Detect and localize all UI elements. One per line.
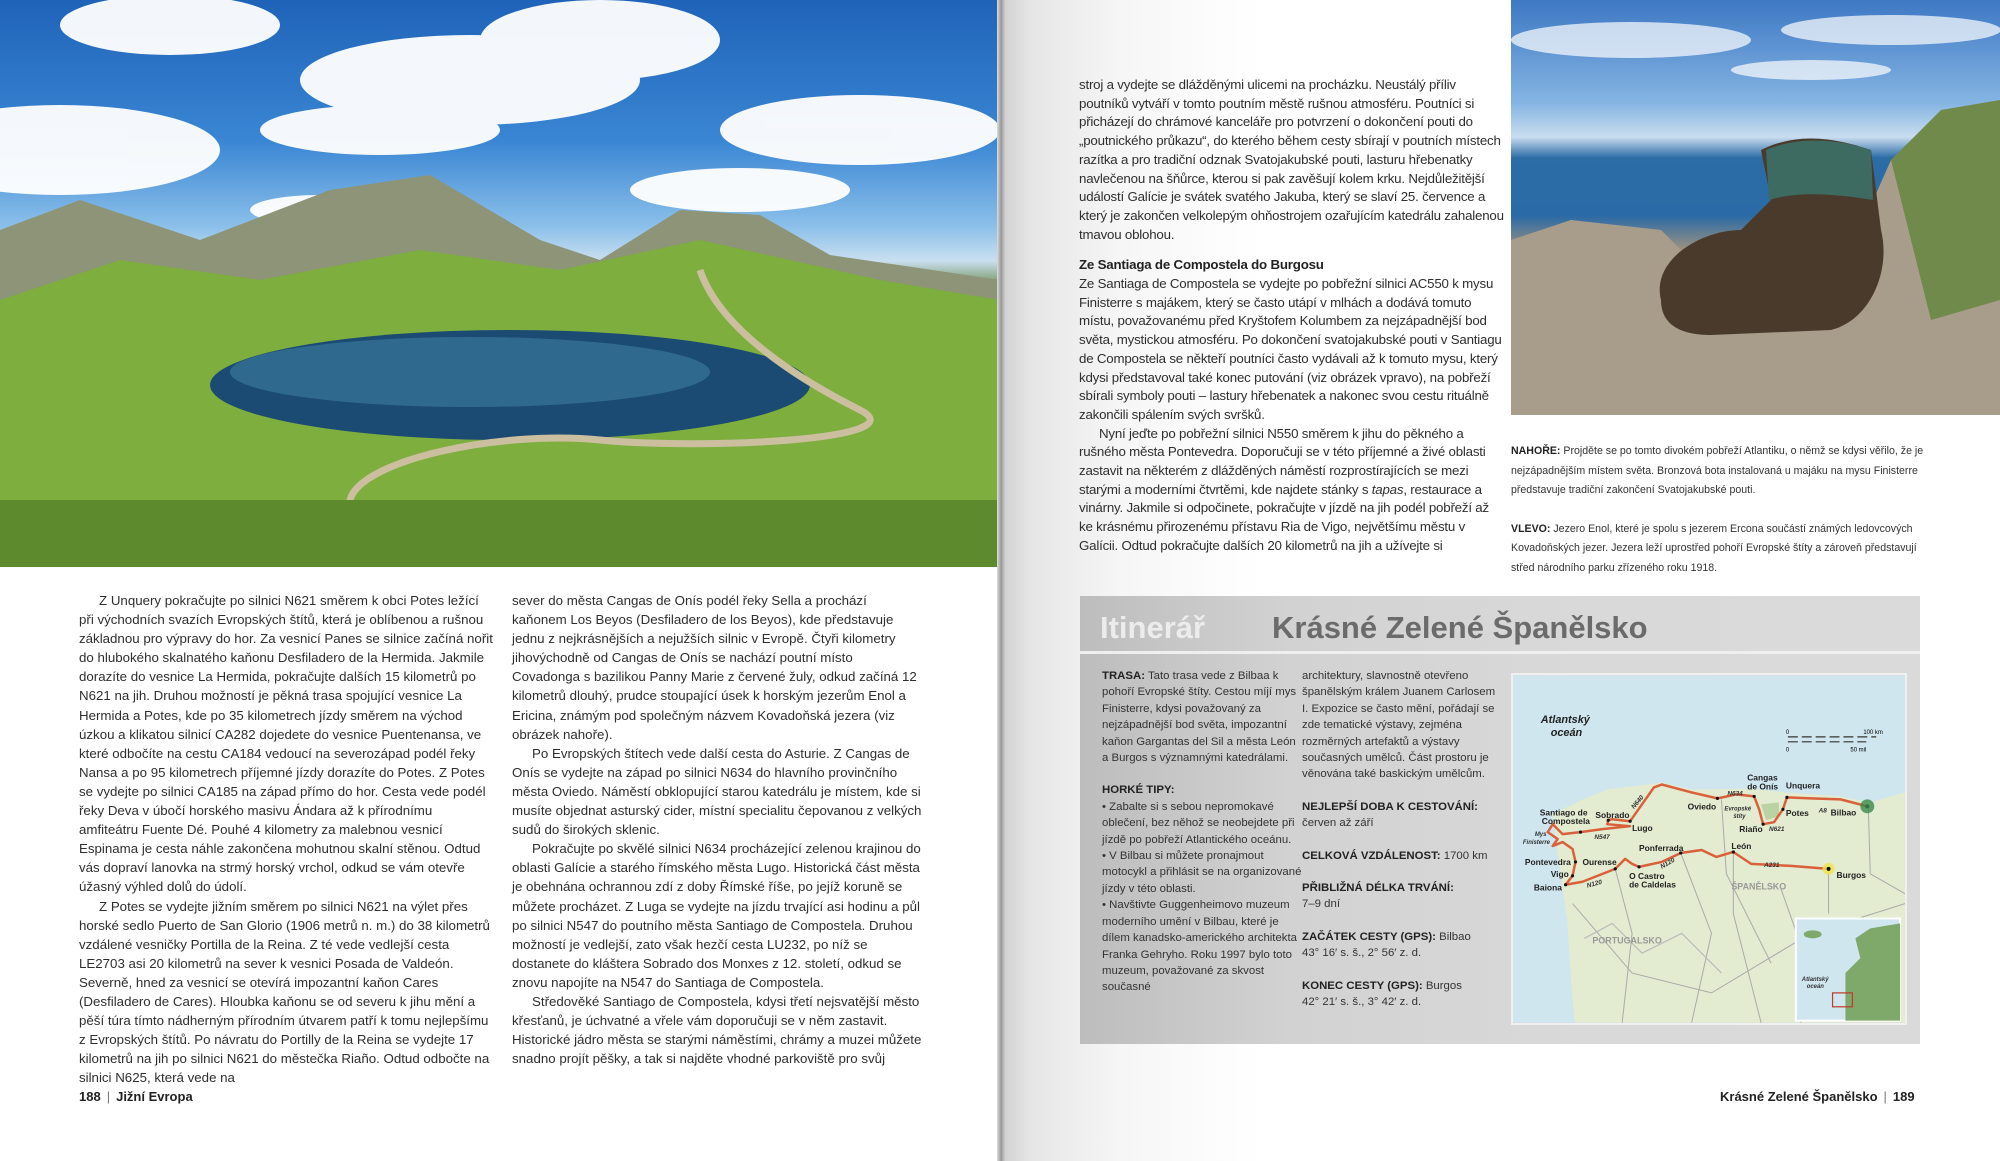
paragraph — [1079, 425, 1505, 556]
tips-label: HORKÉ TIPY: — [1102, 784, 1175, 797]
bronze-boot-photo — [1511, 0, 2000, 415]
paragraph: Pokračujte po skvělé silnici N634 procházející zelenou krajinou do oblasti Galície a starého římského města Lugo. Historická část města je obehnána ochrannou zdí z doby Římské říše, po jejíž koruně se můžete procházet. Z Luga se vydejte na jízdu trvající asi hodinu a půl po silnici N547 do poutního města Santiago de Compostela. Druhou možností je vedlejší, zato však hezčí cesta LU232, po níž se dostanete do kláštera Sobrado dos Monxes z 12. století, odkud se znovu napojíte na N547 do Santiaga de Compostela. — [512, 841, 921, 990]
route-label: TRASA: — [1102, 670, 1146, 682]
scale-mi: 50 mil — [1850, 747, 1867, 754]
subheading: Ze Santiaga de Compostela do Burgosu — [1079, 257, 1324, 273]
road-label: N640 — [1630, 794, 1646, 811]
start-label: ZAČÁTEK CESTY (GPS): — [1302, 930, 1436, 943]
city-label: Lugo — [1632, 823, 1653, 834]
best-time-value: červen až září — [1302, 817, 1374, 830]
lake-enol-photo — [0, 0, 1000, 567]
page-number: 189 — [1892, 1089, 1915, 1104]
end-gps — [1302, 978, 1502, 1011]
photo-captions — [1511, 442, 1931, 597]
caption-text: Jezero Enol, které je spolu s jezerem Ercona součástí známých ledovcových Kovadoňských jezer. Jezera leží uprostřed pohoří Evropské štíty a zároveň představují střed národního parku zřízeného roku 1918. — [1511, 522, 1917, 574]
country-label: PORTUGALSKO — [1592, 935, 1662, 946]
city-label: Ponferrada — [1639, 842, 1684, 853]
city-label: Oviedo — [1687, 801, 1717, 812]
road-label: N547 — [1594, 834, 1610, 842]
paragraph: Po Evropských štítech vede další cesta do Asturie. Z Cangas de Onís se vydejte na západ po silnici N634 do hlavního provinčního města Oviedo. Náměstí obklopující starou katedrálu je místem, kde si musíte objednat asturský cider, místní specialitu čepovanou z velkých sudů do širokých sklenic. — [512, 745, 922, 838]
ocean-label: oceán — [1550, 726, 1583, 739]
cape-label: Mys — [1534, 832, 1547, 839]
road-label: A231 — [1764, 861, 1780, 869]
region-label: štíty — [1733, 814, 1746, 821]
route-text: Tato trasa vede z Bilbaa k pohoří Evropské štíty. Cestou míjí mys Finisterre, kdysi považovaný za nejzápadnější bod světa, impozantní kaňon Gargantas del Sil a města León a Burgos s významnými katedrálami. — [1102, 670, 1297, 765]
duration-label: PŘIBLIŽNÁ DÉLKA TRVÁNÍ: — [1302, 882, 1454, 895]
page-footer-left: 188 | Jižní Evropa — [79, 1089, 193, 1104]
paragraph: Z Potes se vydejte jižním směrem po silnici N621 na výlet přes horské sedlo Puerto de San Glorio (1906 metrů n. m.) do 38 kilometrů vzdálené vesničky Portilla de la Reina. Z té vede vedlejší cesta LE2703 asi 20 kilometrů na sever k vesnici Posada de Valdeón. Severně, hned za vesnicí se otevírá impozantní kaňon Cares (Desfiladero de Cares). Hloubka kaňonu se od severu k jihu mění a pěší túra tímto nádherným přírodním útvarem patří k tomu nejlepšímu z Evropských štítů. Po návratu do Portilly de la Reina se vydejte 17 kilometrů na jih po silnici N621 do městečka Riaño. Odtud odbočte na silnici N625, která vede na — [79, 898, 490, 1086]
best-time-label: NEJLEPŠÍ DOBA K CESTOVÁNÍ: — [1302, 800, 1478, 813]
road-label: N634 — [1727, 790, 1743, 798]
tips-heading — [1102, 782, 1302, 798]
end-place: Burgos — [1422, 979, 1462, 992]
caption-top — [1511, 442, 1931, 501]
tip-item-continued: architektury, slavnostně otevřeno španělským králem Juanem Carlosem I. Expozice se často mění, pořádají se zde tematické výstavy, zejména rozměrných artefaktů a výstavy současných umělců. Část prostoru je věnována také baskickým umělcům. — [1302, 670, 1496, 781]
region-label: Evropské — [1724, 806, 1752, 813]
caption-text: Projděte se po tomto divokém pobřeží Atlantiku, o němž se kdysi věřilo, že je nejzápadnějším místem světa. Bronzová bota instalovaná u majáku na mysu Finisterre představuje tradiční zakončení Svatojakubské pouti. — [1511, 445, 1924, 496]
scale-zero: 0 — [1785, 729, 1790, 736]
city-label: de Onís — [1747, 781, 1779, 792]
best-time — [1302, 799, 1502, 832]
city-label: León — [1731, 841, 1752, 851]
city-label: Pontevedra — [1524, 856, 1571, 867]
distance-label: CELKOVÁ VZDÁLENOST: — [1302, 849, 1441, 862]
text-run: Nyní jeďte po pobřežní silnici N550 směrem k jihu do pěkného a rušného města Pontevedra. Doporučuji se v této příjemné a živé oblasti zastavit na některém z dlážděných náměstí rozprostírajících se mezi starými a moderními čtvrtěmi, kde najdete stánky s — [1079, 425, 1486, 497]
tip-item: • V Bilbau si můžete pronajmout motocykl a přihlásit se na organizované jízdy v této oblasti. — [1102, 850, 1302, 895]
start-gps — [1302, 929, 1502, 962]
paragraph: Z Unquery pokračujte po silnici N621 směrem k obci Potes ležící při východních svazích Evropských štítů, která je oblíbenou a rušnou základnou pro výpravy do hor. Za vesnicí Panes se silnice začíná nořit do hlubokého skalnatého kaňonu Desfiladero de la Hermida. Jakmile dorazíte do vesnice La Hermida, pokračujte dalších 15 kilometrů po N621 na jih. Druhou možností je pěkná trasa spojující vesnice La Hermida a Potes, kde po 35 kilometrech jízdy směrem na východ úzkou a klikatou silnicí CA282 dojedete do vesnice Puentenansa, ve které odbočíte na cestu CA184 vedoucí na severozápad podél řeky Nansa a po 95 kilometrech příjemné jízdy dorazíte do Potes. Z Potes se vydejte po silnici CA185 na západ přímo do hor. Cesta vede podél řeky Deva v úbočí horského masivu Ándara až k přírodnímu amfiteátru Fuente Dé. Pouhé 4 kilometry za malebnou vesnicí Espinama je cesta náhle zakončena mohutnou skalní stěnou. Odtud vás dopraví lanovka na strmý horský vrchol, odkud se vám otevře úžasný výhled dolů do údolí. — [79, 593, 493, 895]
paragraph: sever do města Cangas de Onís podél řeky Sella a prochází kaňonem Los Beyos (Desfiladero de los Beyos), kde představuje jednu z nejkrásnějších a nejužších silnic v Evropě. Čtyři kilometry jihovýchodně od Cangas de Onís se nachází poutní místo Covadonga s bazilikou Panny Marie z červené žuly, odkud začíná 12 kilometrů dlouhý, prudce stoupající úsek k horským jezerům Enol a Ericina, známým pod společným názvem Kovadoňská jezera (viz obrázek nahoře). — [512, 593, 917, 742]
itinerary-column-2 — [1302, 668, 1502, 1011]
cape-label: Finisterre — [1522, 840, 1550, 847]
distance — [1302, 848, 1502, 864]
scale-km: 100 km — [1863, 729, 1883, 736]
book-spine — [997, 0, 1005, 1161]
itinerary-title: Krásné Zelené Španělsko — [1272, 610, 1648, 645]
page-footer-right: Krásné Zelené Španělsko | 189 — [1720, 1089, 1915, 1104]
page-number: 188 — [79, 1089, 101, 1104]
inset-ocean-label: Atlantský — [1801, 976, 1829, 983]
city-marker — [1827, 867, 1831, 871]
caption-label: NAHOŘE: — [1511, 445, 1561, 457]
city-label: Ourense — [1582, 856, 1617, 867]
caption-label: VLEVO: — [1511, 522, 1551, 535]
city-label: Baiona — [1533, 882, 1562, 893]
body-text-column-3 — [1079, 76, 1505, 556]
city-label: Bilbao — [1830, 807, 1857, 818]
city-label: Vigo — [1550, 868, 1569, 879]
city-label: O Castro — [1629, 870, 1665, 881]
start-marker — [1860, 799, 1874, 813]
scale-zero: 0 — [1785, 747, 1790, 754]
end-coordinates: 42° 21′ s. š., 3° 42′ z. d. — [1302, 996, 1422, 1009]
country-label: ŠPANĚLSKO — [1731, 881, 1787, 892]
paragraph: Ze Santiaga de Compostela se vydejte po pobřežní silnici AC550 k mysu Finisterre s majákem, který se často utápí v mlhách a dodává tomuto místu, považovanému před Kryštofem Kolumbem za nejzápadnější bod světa, mystickou atmosféru. Po dokončení svatojakubské pouti v Santiagu de Compostela se někteří poutníci často vydávali až k tomuto mysu, který kdysi představoval také konec putování (viz obrázek vpravo), na pobřeží sbírali symboly pouti – lastury hřebenatek a nakonec svou cestu rituálně zakončili spálením svých svršků. — [1079, 276, 1502, 422]
paragraph: Středověké Santiago de Compostela, kdysi třetí nejsvatější město křesťanů, je úchvatné a vřele vám doporučuji se v něm zastavit. Historické jádro města se starými náměstími, chrámy a muzei můžete snadno projít pěšky, a tak si najděte vhodné parkoviště pro svůj — [512, 993, 922, 1067]
road-label: N120 — [1586, 878, 1603, 890]
inset-map — [1796, 918, 1900, 1020]
itinerary-label: Itinerář — [1100, 610, 1206, 645]
city-label: Compostela — [1541, 816, 1590, 827]
route-info — [1102, 668, 1302, 766]
start-coordinates: 43° 16′ s. š., 2° 56′ z. d. — [1302, 947, 1422, 960]
duration-value: 7–9 dní — [1302, 898, 1341, 911]
body-text-column-2 — [512, 591, 924, 1068]
city-label: Riaño — [1739, 824, 1763, 835]
road-label: N120 — [1659, 856, 1677, 871]
body-text-column-1 — [79, 591, 494, 1087]
ocean-label: Atlantský — [1540, 713, 1590, 726]
distance-value: 1700 km — [1440, 849, 1488, 862]
city-label: Cangas — [1747, 772, 1778, 783]
city-label: Burgos — [1836, 869, 1867, 880]
itinerary-box — [1080, 596, 1920, 1044]
italic-text: tapas — [1371, 481, 1404, 497]
section-name: Krásné Zelené Španělsko — [1720, 1089, 1878, 1104]
text-run: , restaurace a vinárny. Jakmile si odpočinete, pokračujte v jízdě na jih podél pobřeží až ke krásnému přirozenému přístavu Ria de Vigo, největšímu městu v Galícii. Odtud pokračujte dalších 20 kilometrů na jih a užívejte si — [1079, 481, 1489, 553]
itinerary-column-1 — [1102, 668, 1302, 996]
city-label: de Caldelas — [1629, 879, 1676, 890]
caption-left — [1511, 520, 1931, 579]
tip-item: • Navštivte Guggenheimovo muzeum moderního umění v Bilbau, které je dílem kanadsko-amerického architekta Franka Gehryho. Roku 1997 bylo toto muzeum, považované za skvost současné — [1102, 899, 1297, 994]
road-label: A8 — [1818, 807, 1827, 815]
itinerary-header — [1080, 596, 1920, 654]
duration — [1302, 880, 1502, 913]
tip-item: • Zabalte si s sebou nepromokavé oblečení, bez něhož se neobejdete při jízdě po pobřeží Atlantického oceánu. — [1102, 800, 1295, 846]
road-label: N621 — [1769, 826, 1785, 834]
city-label: Potes — [1785, 808, 1809, 819]
start-place: Bilbao — [1435, 930, 1471, 943]
route-map — [1511, 673, 1907, 1025]
paragraph: stroj a vydejte se dlážděnými ulicemi na procházku. Neustálý příliv poutníků vytváří v tomto poutním městě rušnou atmosféru. Poutníci si přicházejí do chrámové kanceláře pro potvrzení o dokončení pouti do „poutnického průkazu“, do kterého během cesty sbírají v poutních místech razítka a pro tradiční odznak Svatojakubské pouti, lasturu hřebenatky navlečenou na šňůrce, kterou si pak zavěšují kolem krku. Nejdůležitější událostí Galície je svátek svatého Jakuba, který se slaví 25. července a který je zakončen velkolepým ohňostrojem ozařujícím katedrálu zahalenou tmavou oblohou. — [1079, 77, 1504, 242]
city-label: Unquera — [1785, 780, 1821, 791]
inset-ocean-label: oceán — [1806, 983, 1824, 990]
end-label: KONEC CESTY (GPS): — [1302, 979, 1423, 992]
city-label: Sobrado — [1595, 810, 1630, 821]
city-label: Santiago de — [1539, 807, 1588, 818]
section-name: Jižní Evropa — [116, 1089, 193, 1104]
